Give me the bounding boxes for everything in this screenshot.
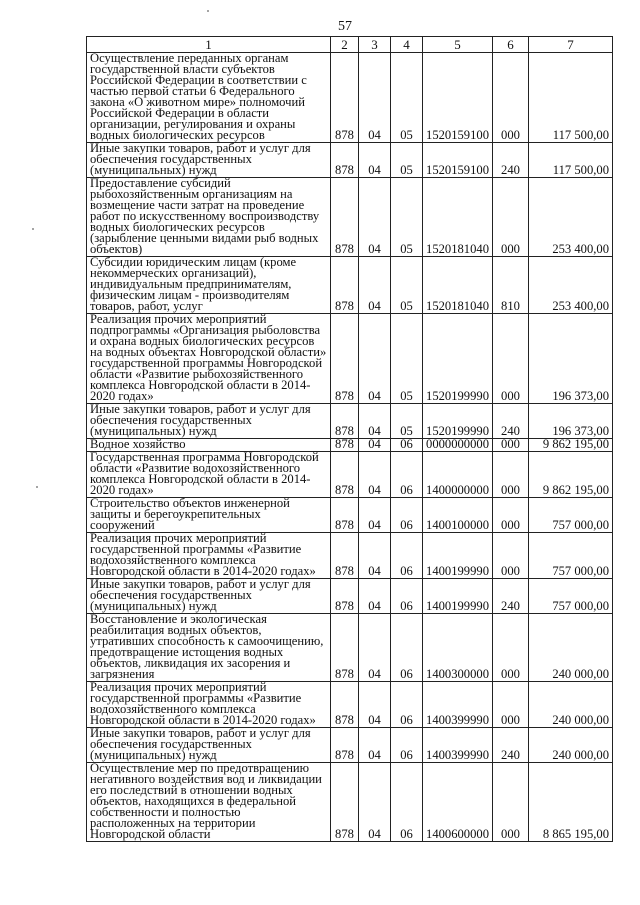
column-header: 7 [529, 37, 613, 53]
target-article-code: 1400000000 [423, 452, 493, 498]
row-name: Иные закупки товаров, работ и услуг для обеспечения государственных (муниципальных) нужд [87, 579, 331, 614]
table-row [87, 439, 613, 452]
admin-code: 878 [331, 498, 359, 533]
section-code: 04 [359, 533, 391, 579]
amount: 757 000,00 [529, 533, 613, 579]
column-header: 3 [359, 37, 391, 53]
amount: 8 865 195,00 [529, 763, 613, 842]
table-row [87, 498, 613, 533]
admin-code: 878 [331, 314, 359, 404]
expense-type-code: 000 [493, 452, 529, 498]
scan-speck [207, 10, 209, 12]
subsection-code: 06 [391, 498, 423, 533]
row-name: Иные закупки товаров, работ и услуг для обеспечения государственных (муниципальных) нужд [87, 728, 331, 763]
section-code: 04 [359, 579, 391, 614]
admin-code: 878 [331, 257, 359, 314]
row-name: Иные закупки товаров, работ и услуг для обеспечения государственных (муниципальных) нужд [87, 404, 331, 439]
table-row [87, 404, 613, 439]
amount: 196 373,00 [529, 314, 613, 404]
row-name: Предоставление субсидий рыбохозяйственным организациям на возмещение части затрат на проведение работ по искусственному воспроизводству водных биологических ресурсов (зарыбление ценными видами рыб водных объектов) [87, 178, 331, 257]
target-article-code: 1520159100 [423, 53, 493, 143]
row-name: Осуществление мер по предотвращению негативного воздействия вод и ликвидации его последствий в отношении водных объектов, находящихся в федеральной собственности и полностью расположенных на территории Новгородской области [87, 763, 331, 842]
admin-code: 878 [331, 614, 359, 682]
table-row [87, 763, 613, 842]
admin-code: 878 [331, 728, 359, 763]
table-row [87, 614, 613, 682]
subsection-code: 05 [391, 257, 423, 314]
target-article-code: 1400399990 [423, 728, 493, 763]
subsection-code: 05 [391, 178, 423, 257]
table-row [87, 143, 613, 178]
amount: 253 400,00 [529, 257, 613, 314]
row-name: Государственная программа Новгородской области «Развитие водохозяйственного комплекса Новгородской области в 2014-2020 годах» [87, 452, 331, 498]
admin-code: 878 [331, 533, 359, 579]
amount: 117 500,00 [529, 53, 613, 143]
section-code: 04 [359, 314, 391, 404]
admin-code: 878 [331, 579, 359, 614]
subsection-code: 06 [391, 614, 423, 682]
admin-code: 878 [331, 763, 359, 842]
scan-speck [32, 228, 34, 230]
row-name: Осуществление переданных органам государственной власти субъектов Российской Федерации в соответствии с частью первой статьи 6 Федерального закона «О животном мире» полномочий Российской Федерации в области организации, регулирования и охраны водных биологических ресурсов [87, 53, 331, 143]
subsection-code: 06 [391, 439, 423, 452]
section-code: 04 [359, 763, 391, 842]
expense-type-code: 000 [493, 533, 529, 579]
section-code: 04 [359, 257, 391, 314]
target-article-code: 1400199990 [423, 579, 493, 614]
section-code: 04 [359, 728, 391, 763]
amount: 9 862 195,00 [529, 452, 613, 498]
amount: 196 373,00 [529, 404, 613, 439]
target-article-code: 1400100000 [423, 498, 493, 533]
amount: 9 862 195,00 [529, 439, 613, 452]
table-row [87, 579, 613, 614]
row-name: Восстановление и экологическая реабилитация водных объектов, утративших способность к самоочищению, предотвращение истощения водных объектов, ликвидация их засорения и загрязнения [87, 614, 331, 682]
row-name: Реализация прочих мероприятий государственной программы «Развитие водохозяйственного комплекса Новгородской области в 2014-2020 годах» [87, 682, 331, 728]
row-name: Строительство объектов инженерной защиты и берегоукрепительных сооружений [87, 498, 331, 533]
table-row [87, 257, 613, 314]
expense-type-code: 000 [493, 614, 529, 682]
section-code: 04 [359, 143, 391, 178]
target-article-code: 1400300000 [423, 614, 493, 682]
table-row [87, 178, 613, 257]
subsection-code: 06 [391, 452, 423, 498]
admin-code: 878 [331, 143, 359, 178]
budget-table [86, 36, 613, 842]
page-number: 57 [338, 19, 352, 34]
section-code: 04 [359, 614, 391, 682]
amount: 117 500,00 [529, 143, 613, 178]
target-article-code: 1400199990 [423, 533, 493, 579]
subsection-code: 05 [391, 404, 423, 439]
row-name: Реализация прочих мероприятий подпрограммы «Организация рыболовства и охрана водных биологических ресурсов на водных объектах Новгородской области» государственной программы Новгородской области «Развитие рыбохозяйственного комплекса Новгородской области в 2014-2020 годах» [87, 314, 331, 404]
subsection-code: 06 [391, 682, 423, 728]
section-code: 04 [359, 498, 391, 533]
section-code: 04 [359, 178, 391, 257]
section-code: 04 [359, 682, 391, 728]
table-row [87, 452, 613, 498]
target-article-code: 1520159100 [423, 143, 493, 178]
subsection-code: 06 [391, 533, 423, 579]
expense-type-code: 810 [493, 257, 529, 314]
table-row [87, 533, 613, 579]
column-header: 4 [391, 37, 423, 53]
table-row [87, 53, 613, 143]
row-name: Субсидии юридическим лицам (кроме некоммерческих организаций), индивидуальным предпринимателям, физическим лицам - производителям товаров, работ, услуг [87, 257, 331, 314]
subsection-code: 06 [391, 728, 423, 763]
target-article-code: 1520199990 [423, 404, 493, 439]
admin-code: 878 [331, 53, 359, 143]
expense-type-code: 000 [493, 53, 529, 143]
column-header: 1 [87, 37, 331, 53]
subsection-code: 06 [391, 763, 423, 842]
expense-type-code: 000 [493, 439, 529, 452]
table-row [87, 314, 613, 404]
amount: 757 000,00 [529, 498, 613, 533]
target-article-code: 1400600000 [423, 763, 493, 842]
admin-code: 878 [331, 682, 359, 728]
row-name: Водное хозяйство [87, 439, 331, 452]
section-code: 04 [359, 452, 391, 498]
column-header: 2 [331, 37, 359, 53]
subsection-code: 06 [391, 579, 423, 614]
admin-code: 878 [331, 404, 359, 439]
section-code: 04 [359, 404, 391, 439]
table-header-row [87, 37, 613, 53]
expense-type-code: 240 [493, 404, 529, 439]
target-article-code: 0000000000 [423, 439, 493, 452]
expense-type-code: 240 [493, 143, 529, 178]
expense-type-code: 000 [493, 314, 529, 404]
target-article-code: 1400399990 [423, 682, 493, 728]
row-name: Реализация прочих мероприятий государственной программы «Развитие водохозяйственного комплекса Новгородской области в 2014-2020 годах» [87, 533, 331, 579]
subsection-code: 05 [391, 314, 423, 404]
target-article-code: 1520181040 [423, 178, 493, 257]
target-article-code: 1520181040 [423, 257, 493, 314]
amount: 240 000,00 [529, 682, 613, 728]
amount: 757 000,00 [529, 579, 613, 614]
table-row [87, 728, 613, 763]
expense-type-code: 000 [493, 178, 529, 257]
admin-code: 878 [331, 452, 359, 498]
target-article-code: 1520199990 [423, 314, 493, 404]
admin-code: 878 [331, 439, 359, 452]
row-name: Иные закупки товаров, работ и услуг для обеспечения государственных (муниципальных) нужд [87, 143, 331, 178]
expense-type-code: 000 [493, 682, 529, 728]
expense-type-code: 240 [493, 579, 529, 614]
section-code: 04 [359, 53, 391, 143]
amount: 240 000,00 [529, 728, 613, 763]
section-code: 04 [359, 439, 391, 452]
amount: 240 000,00 [529, 614, 613, 682]
subsection-code: 05 [391, 143, 423, 178]
table-row [87, 682, 613, 728]
expense-type-code: 000 [493, 498, 529, 533]
column-header: 5 [423, 37, 493, 53]
subsection-code: 05 [391, 53, 423, 143]
admin-code: 878 [331, 178, 359, 257]
expense-type-code: 240 [493, 728, 529, 763]
expense-type-code: 000 [493, 763, 529, 842]
scan-speck [36, 486, 38, 488]
amount: 253 400,00 [529, 178, 613, 257]
column-header: 6 [493, 37, 529, 53]
